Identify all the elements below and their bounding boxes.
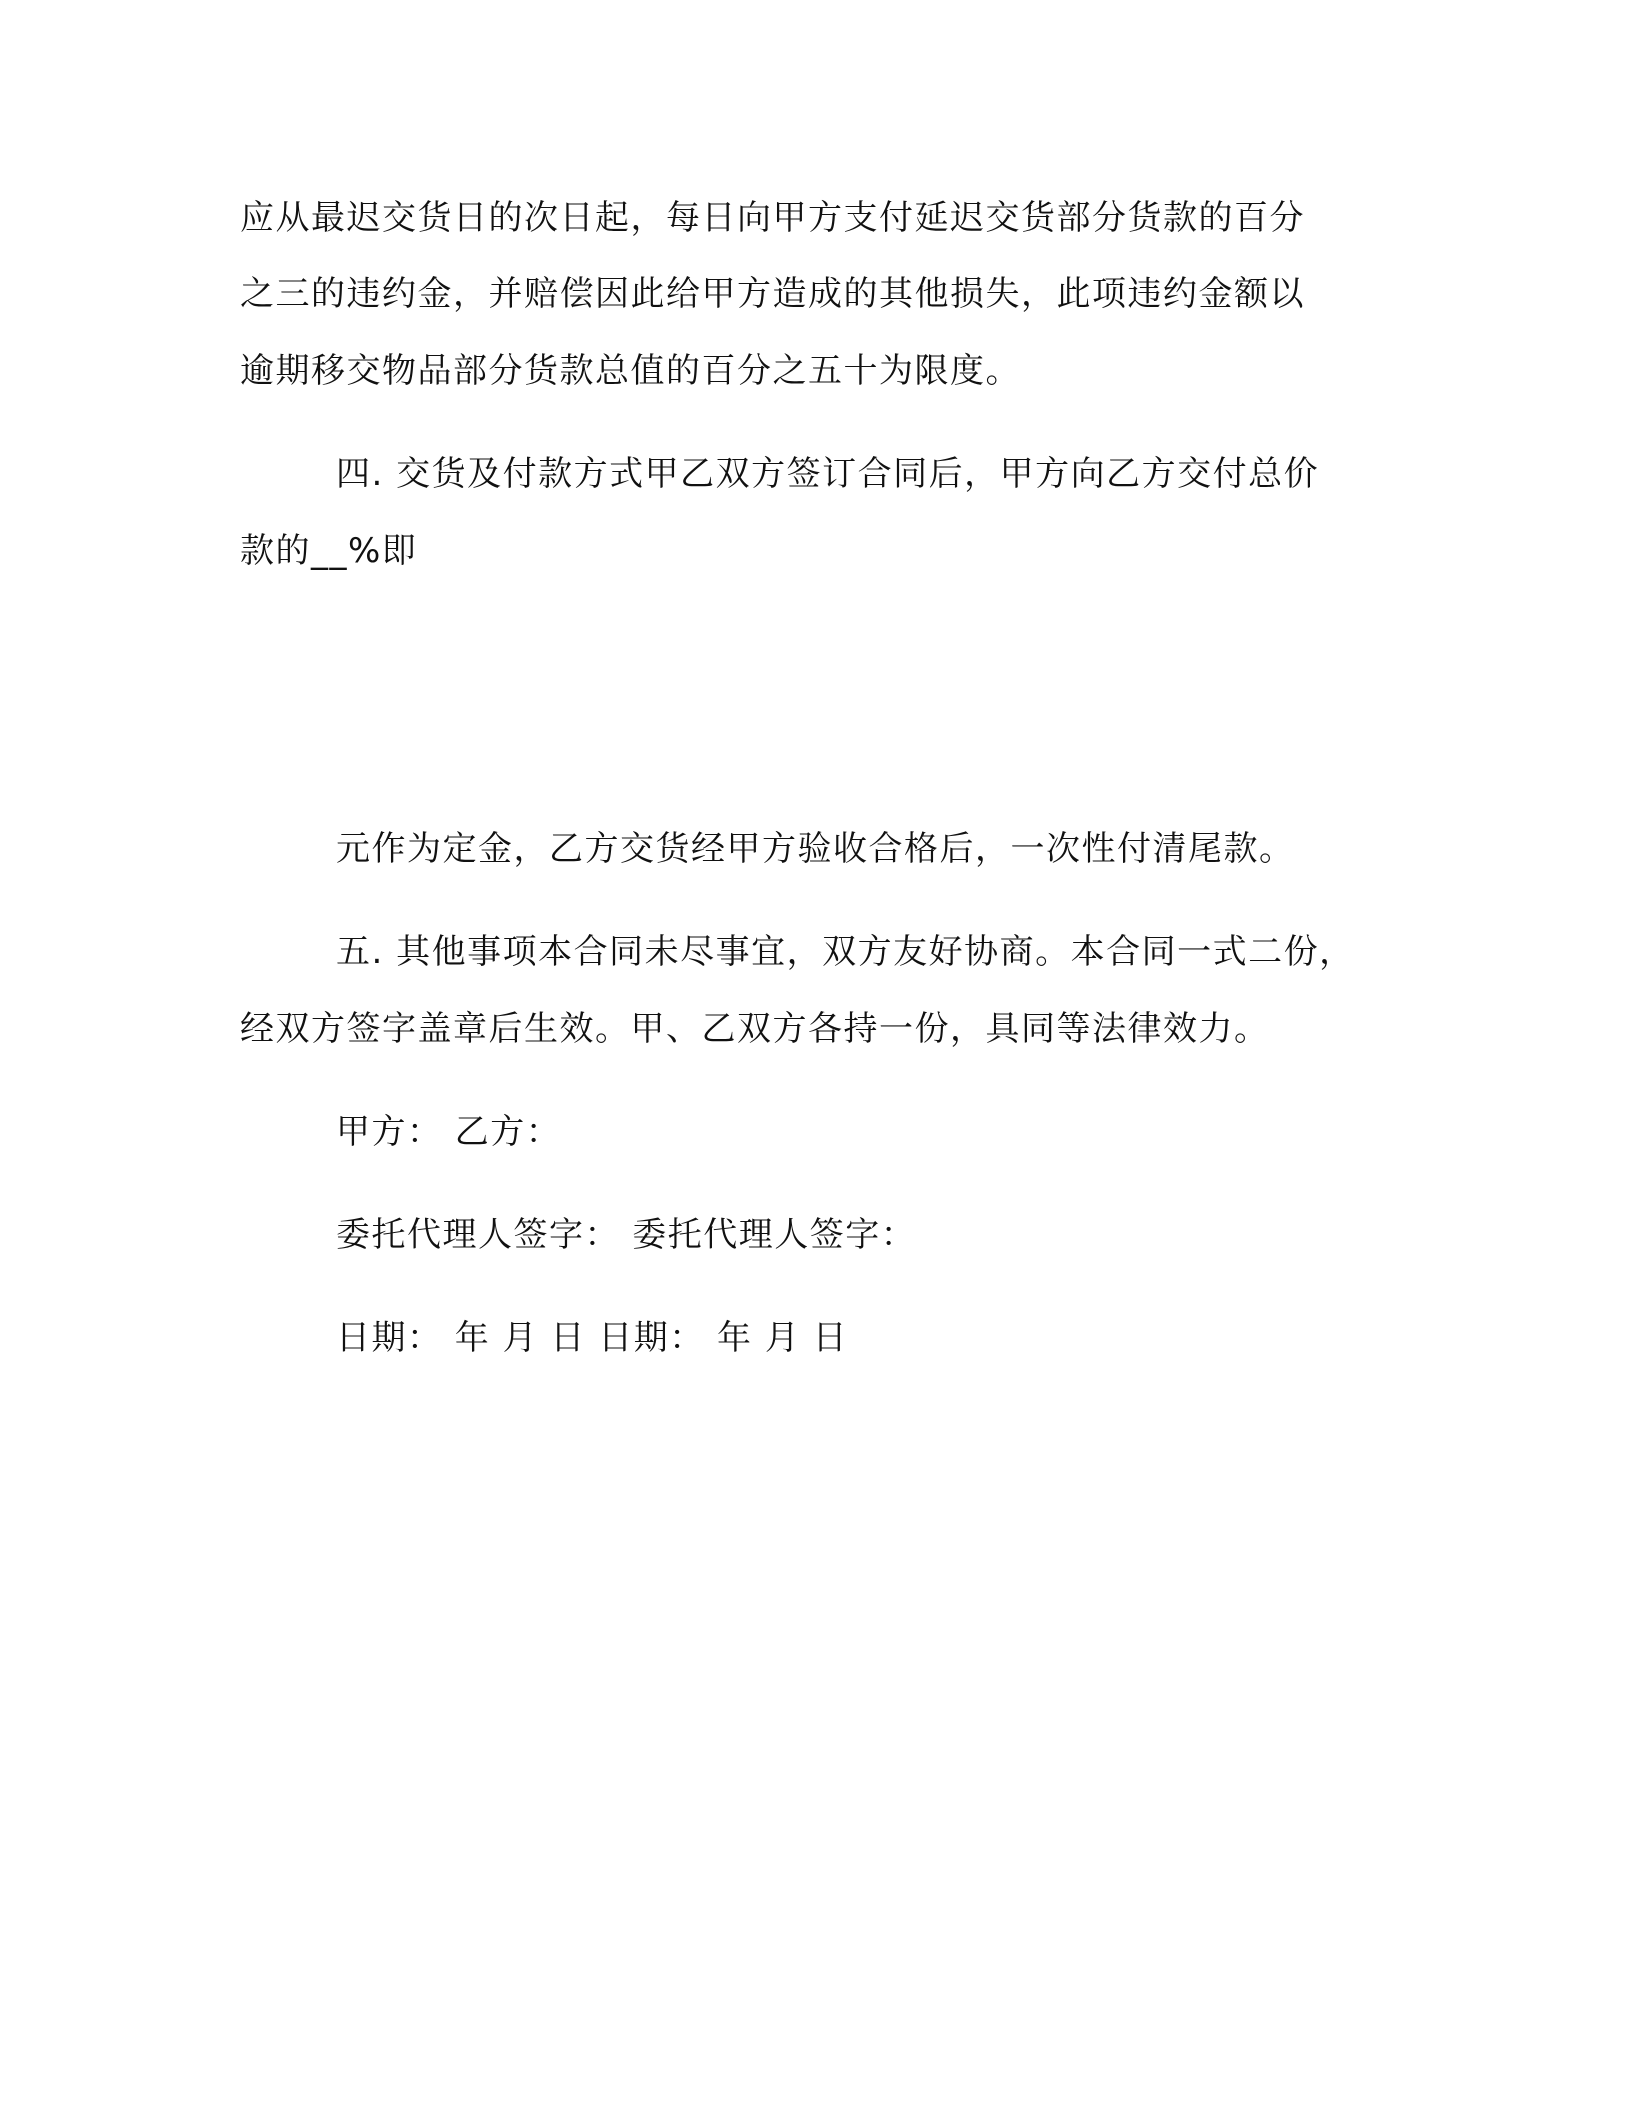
agent-signature-labels: 委托代理人签字： 委托代理人签字： [336, 1215, 917, 1255]
section-five-line-2: 经双方签字盖章后生效。甲、乙双方各持一份，具同等法律效力。 [240, 1009, 1270, 1049]
paragraph-penalty-line-1: 应从最迟交货日的次日起，每日向甲方支付延迟交货部分货款的百分 [240, 198, 1305, 238]
section-four-line-2: 款的__%即 [240, 531, 418, 571]
section-four-line-1: 四. 交货及付款方式甲乙双方签订合同后，甲方向乙方交付总价 [336, 454, 1320, 494]
paragraph-penalty-line-2: 之三的违约金，并赔偿因此给甲方造成的其他损失，此项违约金额以 [240, 274, 1305, 314]
paragraph-penalty-line-3: 逾期移交物品部分货款总值的百分之五十为限度。 [240, 351, 1021, 391]
section-five-line-1: 五. 其他事项本合同未尽事宜，双方友好协商。本合同一式二份， [336, 932, 1355, 972]
section-four-line-3: 元作为定金，乙方交货经甲方验收合格后，一次性付清尾款。 [336, 829, 1295, 869]
date-labels: 日期： 年 月 日 日期： 年 月 日 [336, 1318, 849, 1358]
party-labels: 甲方： 乙方： [336, 1112, 562, 1152]
